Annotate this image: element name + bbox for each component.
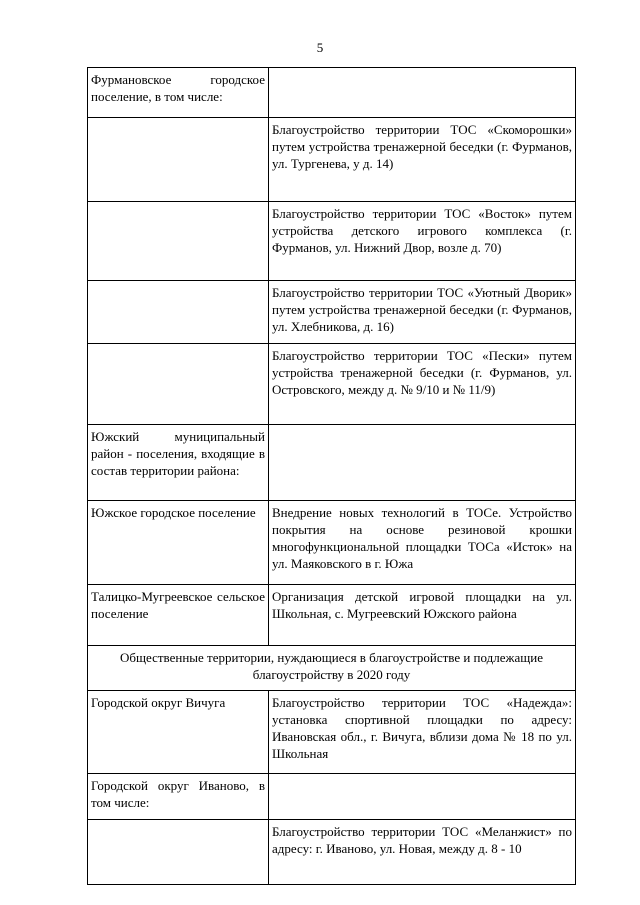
section-heading-row xyxy=(88,646,576,691)
section-heading: Общественные территории, нуждающиеся в благоустройстве и подлежащие благоустройству в 2020 году xyxy=(88,646,576,691)
table-row xyxy=(88,118,576,202)
municipality-cell xyxy=(88,202,269,281)
project-cell: Благоустройство территории ТОС «Уютный Дворик» путем устройства тренажерной беседки (г. Фурманов, ул. Хлебникова, д. 16) xyxy=(269,281,576,344)
table-row xyxy=(88,425,576,501)
table-row xyxy=(88,202,576,281)
project-cell: Благоустройство территории ТОС «Скоморошки» путем устройства тренажерной беседки (г. Фурманов, ул. Тургенева, у д. 14) xyxy=(269,118,576,202)
municipality-cell: Фурмановское городское поселение, в том числе: xyxy=(88,68,269,118)
project-cell xyxy=(269,425,576,501)
table-row xyxy=(88,774,576,820)
table-row xyxy=(88,281,576,344)
municipality-cell: Городской округ Вичуга xyxy=(88,691,269,774)
project-cell: Благоустройство территории ТОС «Пески» путем устройства тренажерной беседки (г. Фурманов, ул. Островского, между д. № 9/10 и № 11/9) xyxy=(269,344,576,425)
project-cell xyxy=(269,68,576,118)
project-cell: Благоустройство территории ТОС «Надежда»: установка спортивной площадки по адресу: Ивановская обл., г. Вичуга, вблизи дома № 18 по ул. Школьная xyxy=(269,691,576,774)
table-row xyxy=(88,344,576,425)
table-row xyxy=(88,501,576,585)
municipality-cell xyxy=(88,344,269,425)
municipality-cell xyxy=(88,281,269,344)
table-row xyxy=(88,691,576,774)
municipality-cell xyxy=(88,820,269,885)
project-cell xyxy=(269,774,576,820)
municipality-cell: Южское городское поселение xyxy=(88,501,269,585)
project-cell: Благоустройство территории ТОС «Меланжист» по адресу: г. Иваново, ул. Новая, между д. 8 - 10 xyxy=(269,820,576,885)
territories-table xyxy=(87,67,576,885)
project-cell: Организация детской игровой площадки на ул. Школьная, с. Мугреевский Южского района xyxy=(269,585,576,646)
page-number: 5 xyxy=(316,40,324,55)
municipality-cell: Городской округ Иваново, в том числе: xyxy=(88,774,269,820)
municipality-cell: Южский муниципальный район - поселения, входящие в состав территории района: xyxy=(88,425,269,501)
project-cell: Благоустройство территории ТОС «Восток» путем устройства детского игрового комплекса (г. Фурманов, ул. Нижний Двор, возле д. 70) xyxy=(269,202,576,281)
municipality-cell: Талицко-Мугреевское сельское поселение xyxy=(88,585,269,646)
project-cell: Внедрение новых технологий в ТОСе. Устройство покрытия на основе резиновой крошки многофункциональной площадки ТОСа «Исток» на ул. Маяковского в г. Южа xyxy=(269,501,576,585)
table-row xyxy=(88,585,576,646)
table-row xyxy=(88,820,576,885)
municipality-cell xyxy=(88,118,269,202)
table-row xyxy=(88,68,576,118)
